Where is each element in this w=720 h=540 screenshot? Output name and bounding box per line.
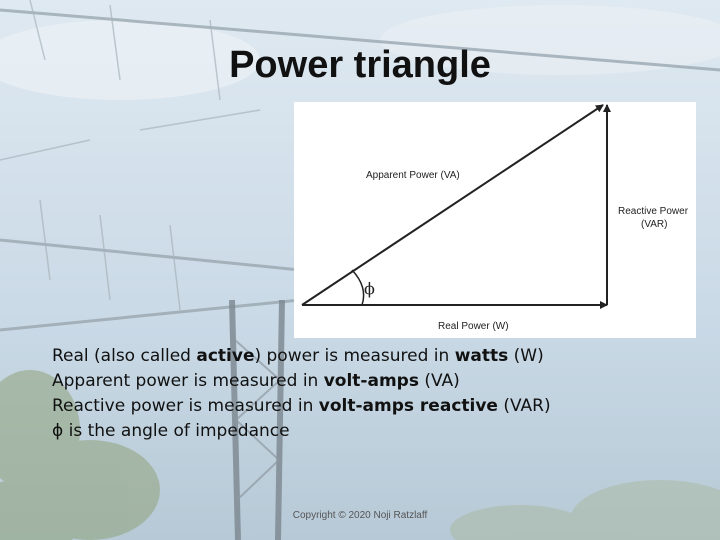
bullet-apparent-power: Apparent power is measured in volt-amps (VA) [52,371,460,391]
bullet-list [52,344,692,444]
bullet-reactive-power: Reactive power is measured in volt-amps reactive (VAR) [52,396,551,416]
apparent-power-vector [302,105,603,305]
copyright-footer: Copyright © 2020 Noji Ratzlaff [292,510,428,521]
real-power-label: Real Power (W) [438,321,509,332]
angle-arc [352,270,364,305]
apparent-power-label: Apparent Power (VA) [366,170,460,181]
power-triangle-svg [294,102,696,338]
angle-label: ϕ [364,279,375,298]
bullet-angle: ϕ is the angle of impedance [52,421,290,441]
slide-title: Power triangle [229,44,491,86]
reactive-power-label-line1: Reactive Power [618,206,689,217]
reactive-power-label-line2: (VAR) [641,219,668,230]
bullet-real-power: Real (also called active) power is measured in watts (W) [52,346,544,366]
power-triangle-diagram [294,102,696,338]
